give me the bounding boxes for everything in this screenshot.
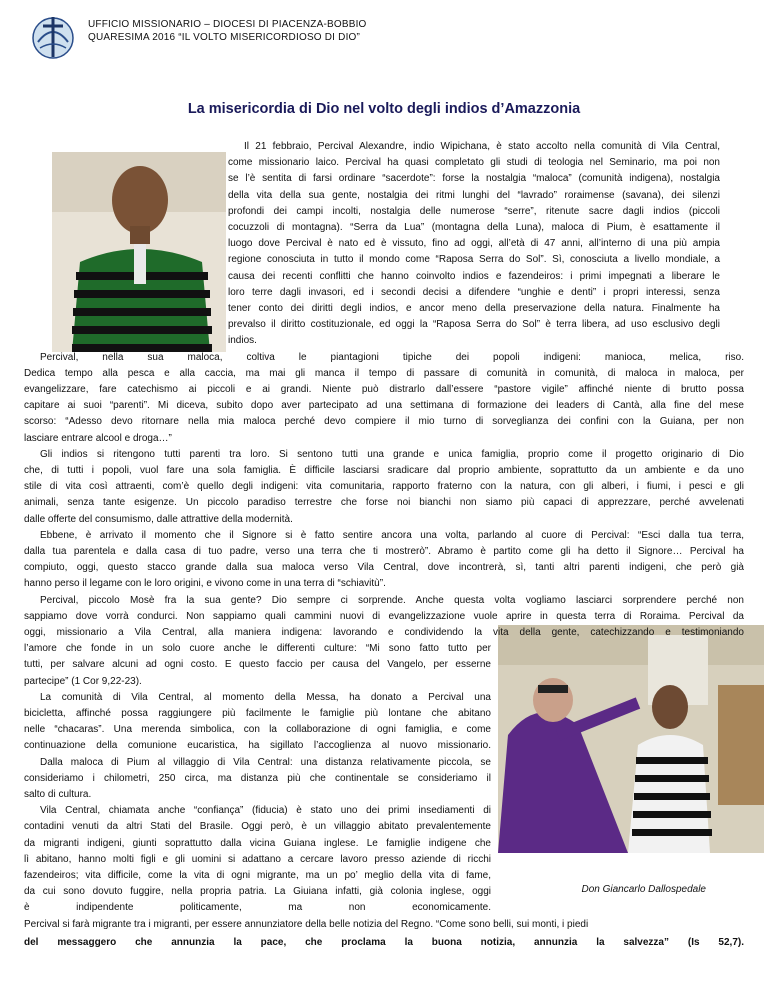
text-line: Percival si farà migrante tra i migranti, per essere annunziatore della belle notizia del Regno. “Come sono belli, sui monti, i piedi <box>24 918 589 930</box>
text-line: regione conosciuta in tutto il mondo come “Raposa Serra do Sol”. Sì, conosciuta a livello mondiale, a <box>228 254 720 266</box>
text-line: fazendeiros; vita difficile, come la vita di ogni migrante, ma un po’ meglio della vita di fame, <box>24 870 491 881</box>
text-line: capitare ai suoi “parenti”. Mi diceva, subito dopo aver partecipato ad una settimana di formazione dei leaders di Cantà, alla fine del mese <box>24 400 744 412</box>
text-line: luogo dove Percival è nato ed è vissuto, fino ad oggi, all’età di 47 anni, all’interno di una più ampia <box>228 238 720 250</box>
text-line: salto di cultura. <box>24 789 92 800</box>
text-line: Dalla maloca di Pium al villaggio di Vila Central: una distanza relativamente piccola, se <box>40 756 491 768</box>
text-line: tutti, per salvare alcuni ad ogni costo. E questo faccio per causa del Vangelo, per esserne <box>24 659 491 671</box>
header <box>88 18 588 44</box>
signature: Don Giancarlo Dallospedale <box>581 884 706 895</box>
text-line: partecipe” (1 Cor 9,22-23). <box>24 675 142 687</box>
text-line: continuazione della comunione eucaristica, ha sigillato l’accoglienza al nuovo missionario. <box>24 740 491 752</box>
text-line: è indipendente politicamente, ma non economicamente. <box>24 902 491 914</box>
text-line: stile di vita così attraenti, com’è quello degli indigeni: vita comunitaria, rapporto fraterno con la natura, con gli alberi, i fiumi, i pesci e gli <box>24 481 744 493</box>
text-line: scorso: “Adesso devo ritornare nella mia maloca perché devo compiere il mio turno di sorveglianza dei confini con la Guiana, per non <box>24 416 744 428</box>
text-line: se l’è sentita di farsi ordinare “sacerdote”: forse la nostalgia “maloca” (comunità indigena), nostalgia <box>228 173 720 185</box>
header-line-1: UFFICIO MISSIONARIO – DIOCESI DI PIACENZA-BOBBIO <box>88 19 367 30</box>
text-line: da migranti indigeni, giunti soprattutto dalla vicina Guiana inglese. Le famiglie indigene che <box>24 837 491 849</box>
header-line-2: QUARESIMA 2016 “IL VOLTO MISERICORDIOSO DI DIO” <box>88 32 361 43</box>
text-line: oggi, missionario a Vila Central, alla maniera indigena: lavorando e condividendo la vita della gente, catechizzando e testimoniando <box>24 627 744 638</box>
text-line: nelle “chacaras”. Una merenda simbolica, con la collaborazione di ogni famiglia, e come <box>24 724 491 736</box>
text-line: Dedica tempo alla pesca e alla caccia, ma mai gli manca il tempo di passare di comunità in comunità, di maloca in maloca, per <box>24 367 744 379</box>
page-title: La misericordia di Dio nel volto degli indios d’Amazzonia <box>187 101 581 117</box>
text-line: l’amore che fonde in un solo cuore anche le differenti culture: “Mi sono fatto tutto per <box>24 643 491 655</box>
text-line: Ebbene, è arrivato il momento che il Signore si è fatto sentire ancora una volta, parlando al cuore di Percival: “Esci dalla tua terra, <box>40 529 744 541</box>
text-line: consideriamo i chilometri, 250 circa, ma distanza più che continentale se consideriamo il <box>24 772 491 784</box>
text-line: dalle offerte del consumismo, dalle attrattive della modernità. <box>24 513 293 525</box>
text-line: evangelizzare, fare catechismo ai piccoli e ai grandi. Niente può distrarlo dall’essere “pastore vigile” affinché niente di brutto possa <box>24 384 744 395</box>
text-line: lì abitano, hanno molti figli e gli uomini si adattano a cercare lavoro presso aziende di ricchi <box>24 853 491 865</box>
text-line: sappiamo dove vorrà condurci. Non sappiamo quali cammini nuovi di evangelizzazione vuole aprire in questa terra di Roraima. Percival da <box>24 610 744 622</box>
text-line: cocuzzoli di montagna). “Serra da Lua” (montagna della Luna), maloca di Pium, è esattamente il <box>228 222 720 233</box>
text-line: indios. <box>228 335 257 347</box>
text-line: animali, senza tante esigenze. Un piccolo paradiso terrestre che forse noi bianchi non siamo più capaci di apprezzare, perché avvelenati <box>24 497 744 509</box>
text-line: loro terre dagli invasori, ed i secondi decisi a difendere “unghie e denti” i propri interessi, senza <box>228 286 720 298</box>
text-line: Il 21 febbraio, Percival Alexandre, indio Wipichana, è stato accolto nella comunità di Vila Central, <box>244 141 720 152</box>
text-line: contadini venuti da altri Stati del Brasile. Oggi però, è un villaggio abitato prevalentemente <box>24 821 491 833</box>
text-line: La comunità di Vila Central, al momento della Messa, ha donato a Percival una <box>40 691 491 703</box>
text-line: hanno perso il legame con le loro origini, e vivono come in una terra di “schiavitù”. <box>24 578 386 590</box>
portrait-photo <box>52 152 226 352</box>
text-line: come missionario laico. Percival ha quasi completato gli studi di teologia nel Seminario, ma poi non <box>228 157 720 169</box>
text-line: del messaggero che annunzia la pace, che proclama la buona notizia, annunzia la salvezza” (Is 52,7). <box>24 936 744 948</box>
text-line: Percival, nella sua maloca, coltiva le piantagioni tipiche dei popoli indigeni: manioca, melica, riso. <box>40 351 744 363</box>
text-line: Gli indios si ritengono tutti parenti tra loro. Si sentono tutti una grande e unica famiglia, proprio come il progetto originario di Dio <box>40 448 744 460</box>
text-line: profondi dei campi incolti, nostalgia delle numerose “serre”, ritenute sacre dagli indios (piccoli <box>228 205 720 217</box>
text-line: dalla tua parentela e dalla casa di tuo padre, verso una terra che ti mostrerò”. Abramo è partito come gli ha detto il Signore… Percival ha <box>24 546 744 557</box>
text-line: causa dei recenti conflitti che hanno coinvolto indios e fazendeiros: i primi impegnati a liberare le <box>228 270 720 282</box>
diocese-logo-icon <box>28 12 78 62</box>
text-line: della vita della sua gente, nostalgia dei ritmi lunghi del “lavrado” roraimense (savana), dei silenzi <box>228 189 720 201</box>
church-photo <box>498 625 764 853</box>
text-line: lasciare entrare alcool e droga…” <box>24 432 172 444</box>
text-line: che, di tutti i popoli, vuol fare una sola famiglia. È difficile lasciarsi sradicare dal proprio ambiente, soprattutto da un ambiente e da uno <box>24 465 744 476</box>
text-line: Percival, piccolo Mosè fra la sua gente? Dio sempre ci sorprende. Anche questa volta vogliamo lasciarci sorprendere perché non <box>40 594 744 606</box>
text-line: tener conto dei diritti degli indios, e ancor meno della preservazione della natura. Finalmente ha <box>228 303 720 314</box>
text-line: da cui sono dovuto fuggire, nella propria patria. La Giuiana infatti, già colonia inglese, oggi <box>24 886 491 898</box>
text-line: bicicletta, affinché possa raggiungere più facilmente le famiglie più lontane che abitano <box>24 708 491 719</box>
text-line: compiuto, oggi, questo stacco grande dalla sua maloca verso Vila Central, dove incontrerà, sì, tanti altri parenti indigeni, che però già <box>24 562 744 574</box>
text-line: Vila Central, chiamata anche “confiança” (fiducia) è stato uno dei primi insediamenti di <box>40 805 491 817</box>
text-line: prevalso il diritto costituzionale, ed oggi la “Raposa Serra do Sol” è terra libera, ad uso esclusivo degli <box>228 319 720 331</box>
